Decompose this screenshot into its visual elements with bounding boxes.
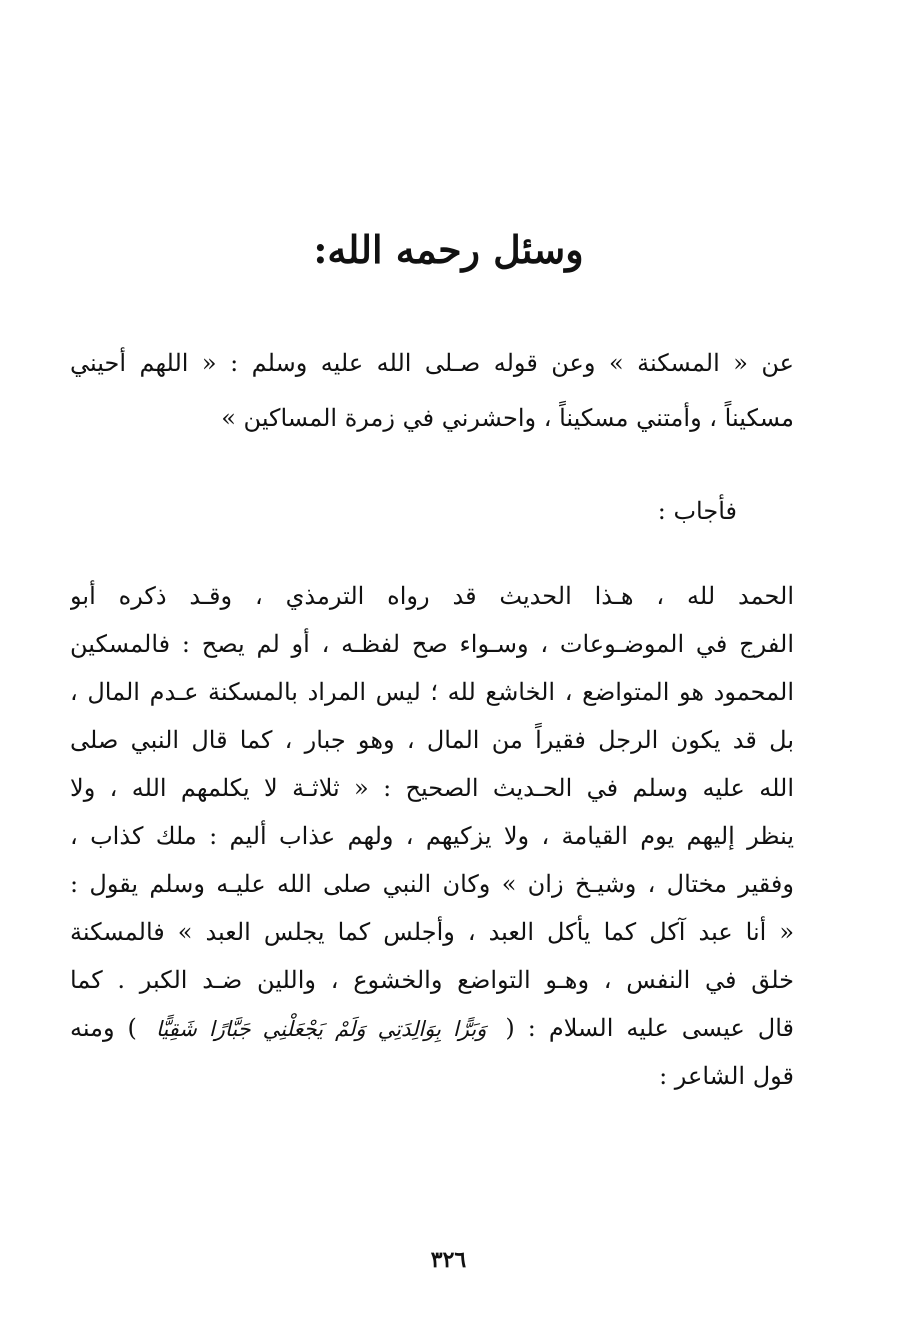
answer-body <box>70 572 794 1100</box>
section-heading: وسئل رحمه الله: <box>313 227 584 272</box>
verse-intro: قال عيسى عليه السلام : ( <box>505 1014 794 1042</box>
answer-line: « أنا عبد آكل كما يأكل العبد ، وأجلس كما يجلس العبد » فالمسكنة <box>70 918 794 946</box>
answer-line: ينظر إليهم يوم القيامة ، ولا يزكيهم ، ولهم عذاب أليم : ملك كذاب ، <box>70 822 794 850</box>
question-paragraph: عن « المسكنة » وعن قوله صـلى الله عليه وسلم : « اللهم أحيني مسكيناً ، وأمتني مسكيناً ، واحشرني في زمرة المساكين » <box>70 349 794 432</box>
answer-line: خلق في النفس ، وهـو التواضع والخشوع ، واللين ضـد الكبر . كما <box>70 966 794 994</box>
answer-line: الحمد لله ، هـذا الحديث قد رواه الترمذي ، وقـد ذكره أبو <box>70 582 794 610</box>
verse-outro: ) ومنه <box>70 1014 137 1042</box>
answer-line: الفرج في الموضـوعات ، وسـواء صح لفظـه ، أو لم يصح : فالمسكين <box>70 630 794 658</box>
answer-line: بل قد يكون الرجل فقيراً من المال ، وهو جبار ، كما قال النبي صلى <box>70 726 794 754</box>
verse-line <box>70 1004 794 1052</box>
answer-line: وفقير مختال ، وشيـخ زان » وكان النبي صلى الله عليـه وسلم يقول : <box>70 870 794 898</box>
answer-final-line: قول الشاعر : <box>659 1062 794 1090</box>
answer-line: المحمود هو المتواضع ، الخاشع لله ؛ ليس المراد بالمسكنة عـدم المال ، <box>70 678 794 706</box>
quran-verse: وَبَرًّا بِوَالِدَتِي وَلَمْ يَجْعَلْنِي جَبَّارًا شَقِيًّا <box>155 1017 487 1041</box>
answer-line: الله عليه وسلم في الحـديث الصحيح : « ثلاثـة لا يكلمهم الله ، ولا <box>70 774 794 802</box>
answer-label: فأجاب : <box>657 497 737 525</box>
page-number: ٣٢٦ <box>430 1247 467 1273</box>
